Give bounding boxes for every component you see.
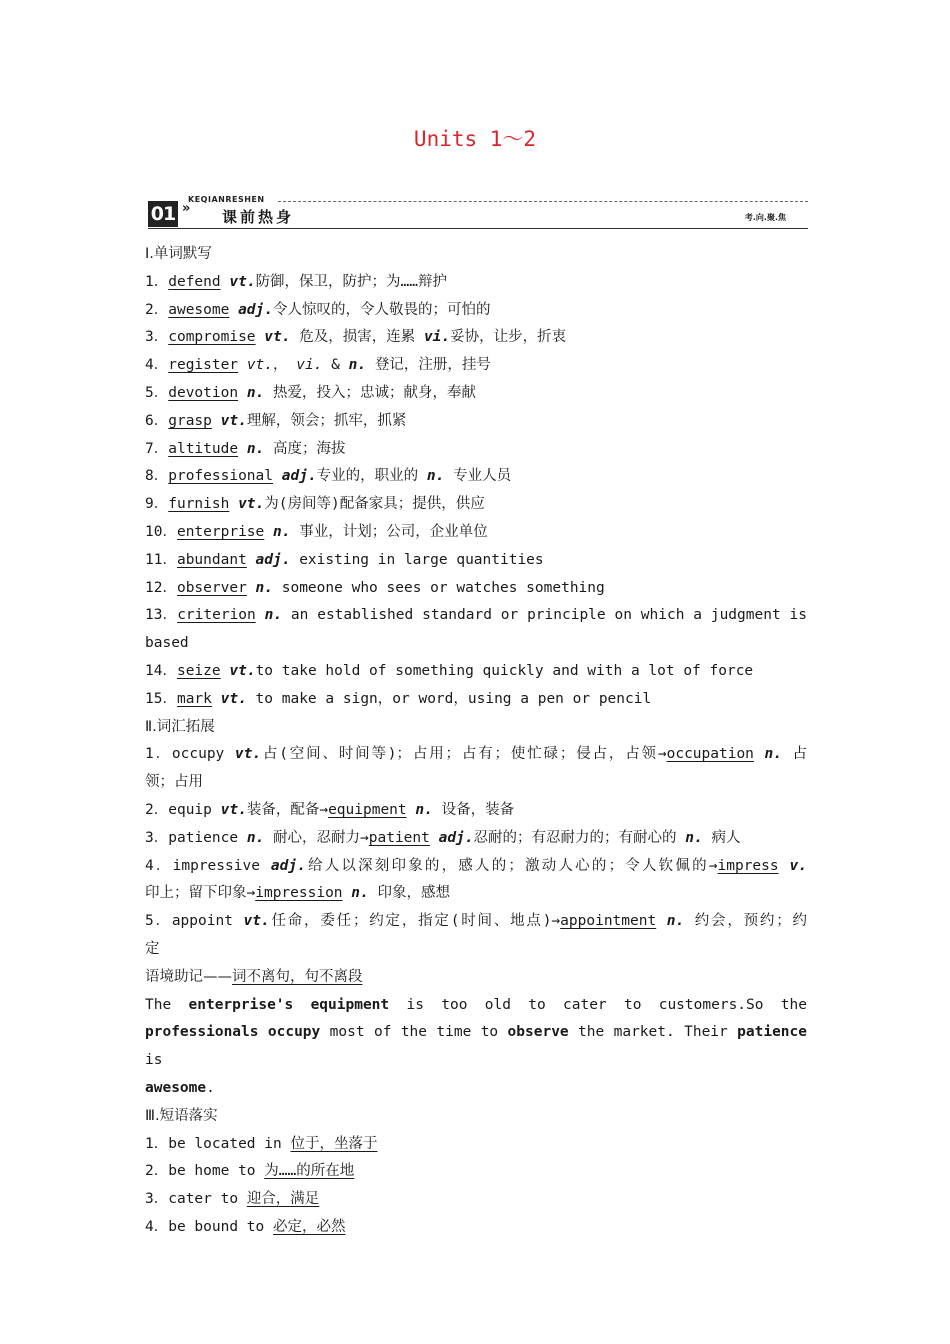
list-item-continuation: 定: [145, 940, 160, 957]
part3-heading: Ⅲ.短语落实: [145, 1107, 218, 1124]
list-item: 5．appoint vt.任命，委任；约定，指定(时间、地点)→appointment n. 约会，预约；约: [145, 913, 807, 930]
list-item: 4．impressive adj.给人以深刻印象的，感人的；激动人心的；令人钦佩的→impress v.: [145, 857, 808, 874]
list-item: 6．grasp vt.理解，领会；抓牢，抓紧: [145, 412, 407, 429]
list-item: 8．professional adj.专业的，职业的 n. 专业人员: [145, 468, 512, 485]
list-item: 7．altitude n. 高度；海拔: [145, 440, 346, 457]
section-number-badge: 01: [148, 201, 178, 227]
list-item: 11．abundant adj. existing in large quantities: [145, 551, 544, 568]
section-title: 课前热身: [222, 208, 295, 226]
banner-kicker: KEQIANRESHEN: [188, 195, 265, 204]
list-item: 15．mark vt. to make a sign，or word，using a pen or pencil: [145, 690, 652, 707]
list-item-continuation: 印上；留下印象→impression n. 印象，感想: [145, 885, 450, 902]
list-item-continuation: 领；占用: [145, 774, 203, 791]
memory-paragraph-line: professionals occupy most of the time to observe the market. Their patience is: [145, 1024, 807, 1069]
list-item: 3．cater to 迎合，满足: [145, 1191, 320, 1208]
part2-heading: Ⅱ.词汇拓展: [145, 718, 215, 735]
list-item: 5．devotion n. 热爱，投入；忠诚；献身，奉献: [145, 384, 477, 401]
list-item: 13．criterion n. an established standard or principle on which a judgment is: [145, 607, 807, 624]
section-banner: [146, 195, 808, 235]
list-item: 10．enterprise n. 事业，计划；公司，企业单位: [145, 523, 488, 540]
memory-paragraph-line: awesome.: [145, 1079, 215, 1096]
part1-heading: Ⅰ.单词默写: [145, 246, 212, 262]
list-item: 1．be located in 位于，坐落于: [145, 1135, 378, 1152]
chevron-right-icon: »: [182, 201, 191, 216]
list-item-continuation: based: [145, 635, 189, 652]
list-item: 9．furnish vt.为(房间等)配备家具；提供，供应: [145, 496, 485, 513]
section-tag: 考.向.聚.焦: [744, 213, 786, 222]
list-item: 12．observer n. someone who sees or watches something: [145, 579, 605, 596]
worksheet-body: [145, 241, 807, 1242]
banner-rule: [148, 228, 808, 229]
list-item: 2．awesome adj.令人惊叹的，令人敬畏的；可怕的: [145, 301, 491, 318]
memory-paragraph-line: The enterprise's equipment is too old to cater to customers.So the: [145, 996, 807, 1013]
list-item: 2．be home to 为……的所在地: [145, 1163, 355, 1180]
memory-heading: 语境助记——词不离句，句不离段: [145, 968, 363, 985]
list-item: 14．seize vt.to take hold of something quickly and with a lot of force: [145, 662, 754, 679]
banner-dashed-rule: [278, 201, 808, 202]
list-item: 3．compromise vt. 危及，损害，连累 vi.妥协，让步，折衷: [145, 329, 567, 346]
list-item: 1．occupy vt.占(空间、时间等)；占用；占有；使忙碌；侵占，占领→occupation n. 占: [145, 746, 808, 763]
list-item: 3．patience n. 耐心，忍耐力→patient adj.忍耐的；有忍耐力的；有耐心的 n. 病人: [145, 829, 741, 846]
list-item: 2．equip vt.装备，配备→equipment n. 设备，装备: [145, 801, 515, 818]
list-item: 4．be bound to 必定，必然: [145, 1218, 346, 1235]
page-title: Units 1～2: [413, 127, 537, 151]
list-item: 4．register vt.， vi. & n. 登记，注册，挂号: [145, 357, 491, 374]
list-item: 1．defend vt.防御，保卫，防护；为……辩护: [145, 273, 448, 290]
